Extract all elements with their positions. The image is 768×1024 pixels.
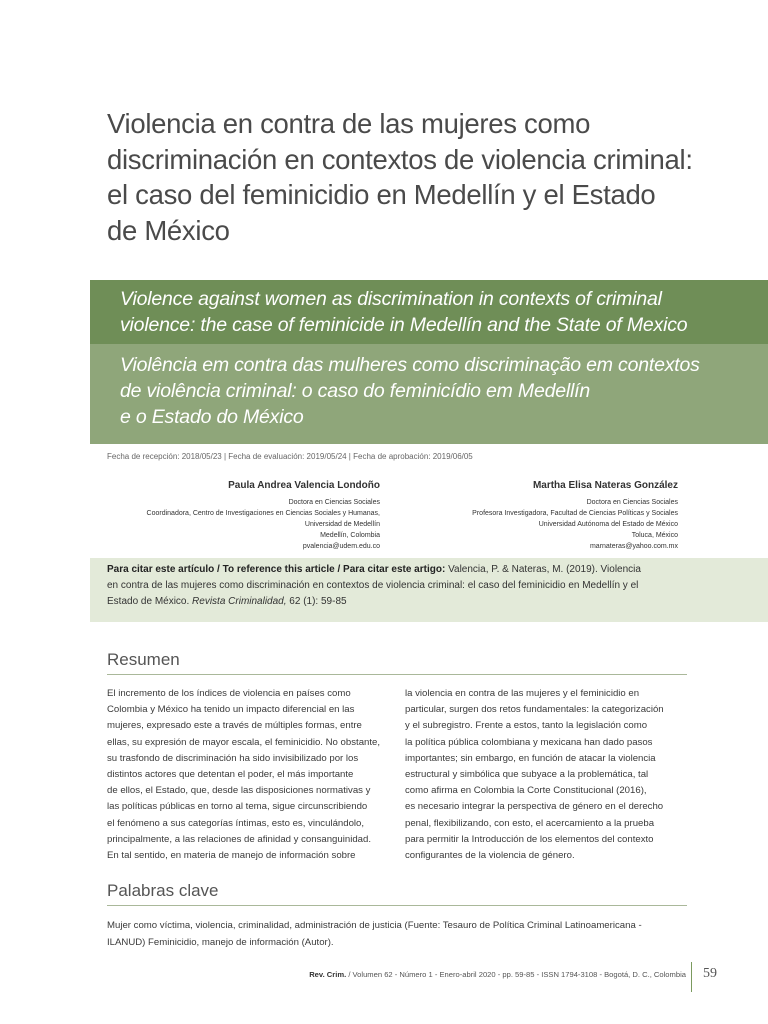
author-position: Profesora Investigadora, Facultad de Ciencias Políticas y Sociales [472,510,678,517]
resumen-line: la violencia en contra de las mujeres y el feminicidio en [405,688,640,699]
journal-footer [309,970,686,979]
citation-line-2: en contra de las mujeres como discriminación en contextos de violencia criminal: el caso del feminicidio en Medellín y el [107,580,639,591]
resumen-line: distintos actores que detentan el poder, el más importante [107,769,354,781]
resumen-line: la política pública colombiana y mexicana han dado pasos [405,736,653,748]
resumen-heading: Resumen [107,650,180,669]
author-block-2 [400,480,678,552]
citation-label: Para citar este artículo / To reference this article / Para citar este artigo: [107,564,446,575]
citation-box [90,558,768,622]
resumen-line: como afirma en Colombia la Corte Constitucional (2016), [405,785,647,797]
title-line: de México [107,214,230,246]
resumen-line: ellas, su expresión de mayor escala, el feminicidio. No obstante, [107,736,381,748]
author-location: Medellín, Colombia [320,532,380,539]
resumen-left-column [107,686,381,864]
title-line: el caso del feminicidio en Medellín y el Estado [107,179,656,210]
citation-line-1 [107,562,757,578]
page-number-divider [691,962,692,992]
author-institution: Universidad de Medellín [304,521,380,528]
keywords-line: Mujer como víctima, violencia, criminalidad, administración de justicia (Fuente: Tesauro de Política Criminal Latinoamericana - [107,920,642,931]
citation-line-3: Estado de México. Revista Criminalidad, 62 (1): 59-85 [107,596,347,607]
resumen-line: configurantes de la violencia de género. [405,850,575,862]
journal-name: Revista Criminalidad, [192,596,287,607]
resumen-line: Colombia y México ha tenido un impacto diferencial en las [107,704,355,716]
portuguese-title-line: Violência em contra das mulheres como discriminação em contextos [120,354,700,376]
resumen-right-column [405,686,681,864]
resumen-line: y el subregistro. Frente a estos, tanto la legislación como [405,720,648,732]
portuguese-title-line: e o Estado do México [120,406,304,428]
author-degree: Doctora en Ciencias Sociales [586,499,678,506]
citation-text: Valencia, P. & Nateras, M. (2019). Violencia [445,564,641,575]
resumen-line: particular, surgen dos retos fundamentales: la categorización [405,704,664,716]
english-title-band [90,280,768,344]
resumen-line: el fenómeno a sus categorías íntimas, esto es, vinculándolo, [107,817,365,829]
author-position: Coordinadora, Centro de Investigaciones en Ciencias Sociales y Humanas, [146,510,380,517]
section-divider [107,674,687,675]
keywords-line: ILANUD) Feminicidio, manejo de información (Autor). [107,936,334,948]
page-number: 59 [703,966,717,981]
resumen-line: mujeres, expresado este a través de múltiples formas, entre [107,720,362,732]
english-title-line: Violence against women as discrimination in contexts of criminal [120,288,662,310]
resumen-line: En tal sentido, en materia de manejo de información sobre [107,850,356,862]
author-degree: Doctora en Ciencias Sociales [288,499,380,506]
keywords-text [107,918,687,951]
author-email[interactable]: marnateras@yahoo.com.mx [589,543,678,550]
resumen-line: penal, flexibilizando, con esto, el acercamiento a la prueba [405,817,655,829]
keywords-heading: Palabras clave [107,881,219,900]
resumen-line: principalmente, a las relaciones de afinidad y consanguinidad. [107,833,371,845]
resumen-line: es necesario integrar la perspectiva de género en el derecho [405,801,664,813]
resumen-line: su trasfondo de discriminación ha sido invisibilizado por los [107,752,359,764]
footer-journal: Rev. Crim. [309,970,347,979]
article-title [107,106,717,248]
resumen-line: importantes; sin embargo, en función de atacar la violencia [405,752,656,764]
author-location: Toluca, México [631,532,678,539]
resumen-line: estructural y simbólica que subyace a la problemática, tal [405,769,649,781]
portuguese-title-band [90,344,768,444]
resumen-line: El incremento de los índices de violencia en países como [107,688,351,699]
portuguese-title-line: de violência criminal: o caso do feminicídio em Medellín [120,380,591,402]
author-email[interactable]: pvalencia@udem.edu.co [302,543,380,550]
resumen-line: para permitir la Introducción de los elementos del contexto [405,833,654,845]
submission-dates: Fecha de recepción: 2018/05/23 | Fecha de evaluación: 2019/05/24 | Fecha de aprobación: 2019/06/05 [107,452,473,461]
author-name: Paula Andrea Valencia Londoño [228,480,380,491]
author-institution: Universidad Autónoma del Estado de México [538,521,678,528]
english-title-line: violence: the case of feminicide in Medellín and the State of Mexico [120,314,688,336]
title-line: discriminación en contextos de violencia criminal: [107,143,693,175]
resumen-line: las políticas públicas en torno al tema, sigue circunscribiendo [107,801,368,813]
resumen-line: de ellos, el Estado, que, desde las disposiciones normativas y [107,785,371,797]
author-name: Martha Elisa Nateras González [532,480,678,491]
footer-details: / Volumen 62 - Número 1 - Enero-abril 2020 - pp. 59-85 - ISSN 1794-3108 - Bogotá, D. C., Colombia [346,970,686,979]
section-divider [107,905,687,906]
title-line: Violencia en contra de las mujeres como [107,108,591,139]
author-block-1 [107,480,380,552]
